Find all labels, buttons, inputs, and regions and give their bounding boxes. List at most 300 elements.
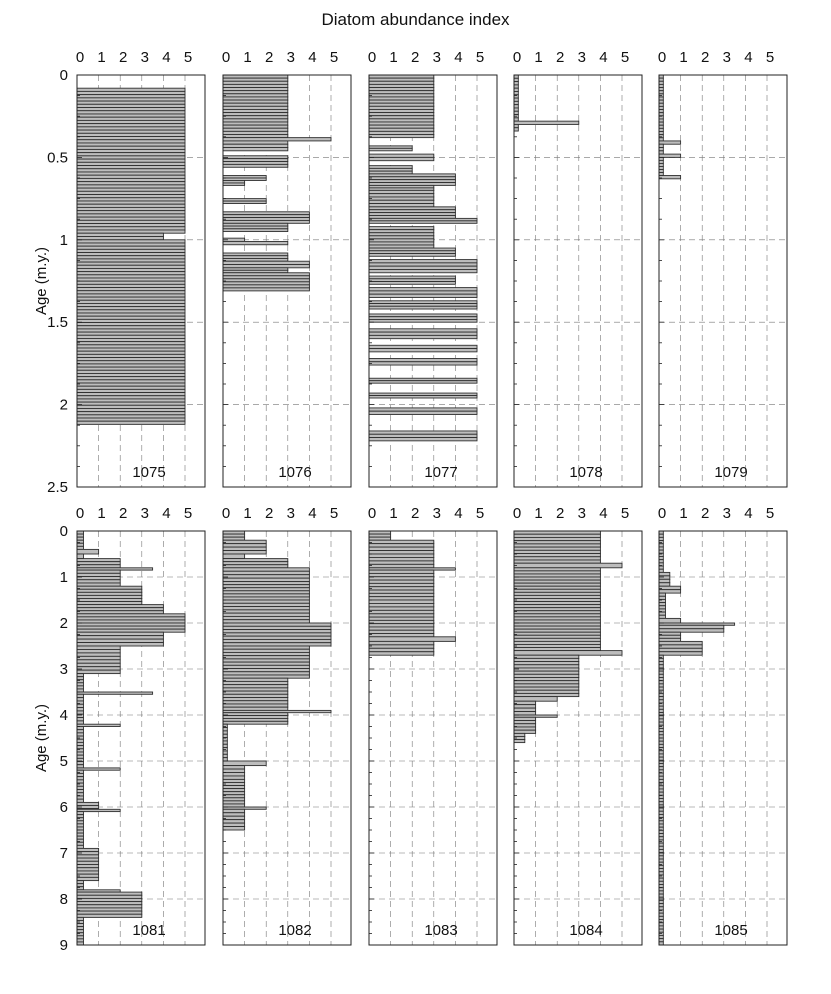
abundance-bar [659,741,663,744]
abundance-bar [223,701,288,704]
abundance-bar [659,916,663,919]
abundance-bar [369,652,434,655]
abundance-bar [77,415,185,418]
abundance-bar [77,178,185,181]
abundance-bar [223,134,288,137]
abundance-bar [369,245,434,248]
abundance-bar [77,580,120,583]
abundance-bar [77,689,83,692]
abundance-bar [77,653,120,656]
abundance-bar [77,649,120,652]
abundance-bar [223,603,309,606]
abundance-bar [77,936,83,939]
abundance-bar [223,798,245,801]
abundance-bar [514,595,600,598]
abundance-bar [659,583,670,586]
abundance-bar [514,648,600,651]
abundance-bar [77,211,185,214]
abundance-bar [369,630,434,633]
abundance-bar [659,113,663,116]
abundance-bar [223,675,309,678]
abundance-bar [77,861,99,864]
abundance-bar [369,648,434,651]
abundance-bar [659,668,663,671]
abundance-bar [659,128,663,131]
abundance-bar [223,813,245,816]
abundance-bar [77,730,83,733]
abundance-bar [77,595,142,598]
abundance-bar [77,348,185,351]
abundance-bar [223,776,245,779]
abundance-bar [77,377,185,380]
abundance-bar [77,611,163,614]
abundance-bar [77,246,185,249]
abundance-bar [514,677,579,680]
abundance-bar [514,88,518,91]
abundance-bar [659,671,663,674]
abundance-bar [77,570,120,573]
abundance-bar [659,603,665,606]
abundance-bar [369,119,434,122]
abundance-bar [223,761,266,766]
abundance-bar [514,638,600,641]
abundance-bar [77,402,185,405]
abundance-bar [369,113,434,116]
abundance-bar [514,82,518,85]
x-tick-label: 3 [577,49,586,66]
abundance-bar [659,88,663,91]
abundance-bar [659,655,663,658]
abundance-bar [77,718,83,721]
abundance-bar [77,224,185,227]
abundance-bar [223,789,245,792]
abundance-bar [514,623,600,626]
x-tick-label: 3 [577,505,586,522]
abundance-bar [77,332,185,335]
abundance-bar [659,157,663,160]
abundance-bar [77,559,120,562]
abundance-bar [77,114,185,117]
abundance-bar [77,639,163,642]
abundance-bar [77,783,83,786]
abundance-bar [369,109,434,112]
abundance-bar [77,586,142,589]
abundance-bar [77,746,83,749]
abundance-bar [77,204,185,207]
abundance-bar [223,571,309,574]
abundance-bar [369,396,477,398]
abundance-bar [77,755,83,758]
abundance-bar [223,620,309,623]
abundance-bar [223,81,288,84]
y-tick-label: 0.5 [47,149,68,167]
abundance-bar [369,88,434,91]
abundance-bar [659,151,663,154]
abundance-bar [223,261,309,264]
abundance-bar [514,560,600,563]
abundance-bar [369,91,434,94]
abundance-bar [659,786,663,789]
abundance-bar [223,544,266,547]
abundance-bar [659,878,663,881]
y-tick-label: 1 [59,569,68,586]
abundance-bar [223,669,309,672]
abundance-bar [223,691,288,694]
abundance-bar [369,263,477,266]
abundance-bar [77,827,83,830]
abundance-bar [77,777,83,780]
abundance-bar [77,307,185,310]
abundance-bar [369,148,412,150]
abundance-bar [659,693,663,696]
abundance-bar [514,91,518,94]
abundance-bar [77,770,83,773]
x-tick-label: 3 [286,49,295,66]
abundance-bar [514,537,600,540]
abundance-bar [514,665,579,668]
abundance-bar [659,648,702,651]
abundance-bar [659,939,663,942]
abundance-bar [77,534,83,537]
abundance-bar [77,201,185,204]
x-tick-label: 0 [367,49,377,66]
x-tick-label: 0 [657,49,667,66]
abundance-bar [369,540,434,543]
abundance-bar [223,578,309,581]
abundance-bar [223,744,227,747]
abundance-bar [659,550,663,553]
abundance-bar [223,125,288,128]
abundance-bar [659,625,724,628]
abundance-bar [223,565,288,568]
abundance-bar [369,534,391,537]
abundance-bar [369,190,434,193]
abundance-bar [77,345,185,348]
abundance-bar [77,598,142,601]
abundance-bar [77,565,120,568]
abundance-bar [223,103,288,106]
abundance-bar [77,335,185,338]
y-axis-label: Age (m.y.) [33,703,50,773]
abundance-bar [659,894,663,897]
abundance-bar [369,128,434,131]
abundance-bar [659,81,663,84]
abundance-bar [369,580,434,583]
abundance-bar [223,591,309,594]
abundance-bar [369,97,434,100]
abundance-bar [77,408,185,411]
abundance-bar [77,939,83,942]
abundance-bar [659,875,663,878]
abundance-bar [77,329,185,332]
abundance-bar [369,194,434,197]
abundance-bar [77,643,163,646]
abundance-bar [369,260,477,263]
site-label-1082: 1082 [278,922,312,939]
abundance-bar [659,926,663,929]
abundance-bar [77,240,185,243]
abundance-bar [514,614,600,617]
abundance-bar [77,383,185,386]
x-tick-label: 3 [432,49,441,66]
abundance-bar [77,281,185,284]
abundance-bar [514,547,600,550]
abundance-bar [77,380,185,383]
abundance-bar [369,84,434,87]
abundance-bar [514,602,600,605]
x-tick-label: 2 [701,505,710,522]
abundance-bar [77,117,185,120]
x-tick-label: 1 [534,505,543,522]
abundance-bar [659,122,663,125]
abundance-bar [659,547,663,550]
abundance-bar [77,830,83,833]
abundance-bar [223,122,288,125]
abundance-bar [659,160,663,163]
abundance-bar [659,135,663,138]
abundance-bar [77,874,99,877]
abundance-bar [223,782,245,785]
abundance-bar [77,149,185,152]
abundance-bar [514,557,600,560]
abundance-bar [77,845,83,848]
abundance-bar [223,610,309,613]
abundance-bar [77,182,185,185]
abundance-bar [77,704,83,707]
abundance-bar [369,607,434,610]
x-tick-label: 3 [140,49,149,66]
abundance-bar [659,166,663,169]
x-tick-label: 4 [599,505,608,522]
abundance-bar [369,431,477,434]
abundance-bar [514,721,536,724]
abundance-bar [369,78,434,81]
abundance-bar [369,358,477,361]
abundance-bar [77,692,153,694]
abundance-bar [223,106,288,109]
abundance-bar [659,805,663,808]
abundance-bar [77,589,142,592]
abundance-bar [77,278,185,281]
abundance-bar [223,816,245,819]
x-tick-label: 3 [286,505,295,522]
x-tick-label: 4 [454,505,463,522]
abundance-bar [659,751,663,754]
abundance-bar [659,662,663,665]
abundance-bar [369,627,434,630]
abundance-bar [77,88,185,91]
abundance-bar [369,236,434,239]
abundance-bar [223,144,288,147]
abundance-bar [659,629,724,632]
abundance-bar [223,724,227,727]
abundance-bar [659,869,663,872]
abundance-bar [659,888,663,891]
abundance-bar [514,586,600,589]
site-label-1079: 1079 [714,464,748,481]
abundance-bar [77,796,83,799]
abundance-bar [77,418,185,421]
abundance-bar [514,98,518,101]
abundance-bar [77,917,83,920]
abundance-bar [77,546,83,549]
abundance-bar [514,740,525,743]
y-tick-label: 4 [59,707,68,724]
abundance-bar [659,837,663,840]
abundance-bar [77,214,185,217]
abundance-bar [659,119,663,122]
abundance-bar [77,537,83,540]
abundance-bar [659,722,663,725]
abundance-bar [659,859,663,862]
abundance-bar [77,175,185,178]
abundance-bar [659,590,681,593]
abundance-bar [514,701,536,704]
abundance-bar [77,137,185,140]
abundance-bar [659,154,681,157]
abundance-bar [659,843,663,846]
x-tick-label: 4 [744,505,753,522]
abundance-bar [77,342,185,345]
abundance-bar [659,808,663,811]
abundance-bar [223,91,288,94]
abundance-bar [659,821,663,824]
abundance-bar [659,632,681,635]
abundance-bar [77,227,185,230]
y-tick-label: 9 [59,937,68,954]
abundance-bar [514,541,600,544]
abundance-bar [223,97,288,100]
x-tick-label: 0 [367,505,377,522]
abundance-bar [223,779,245,782]
x-tick-label: 4 [308,505,317,522]
abundance-bar [659,635,681,638]
abundance-bar [659,566,663,569]
x-tick-label: 2 [411,49,420,66]
abundance-bar [369,291,477,294]
abundance-bar [514,534,600,537]
abundance-bar [659,144,663,147]
abundance-bar [77,272,185,275]
abundance-bar [369,100,434,103]
abundance-bar [369,306,477,309]
x-tick-label: 0 [75,49,85,66]
panel-frame [659,75,787,487]
abundance-bar [223,678,288,681]
abundance-bar [514,662,579,665]
abundance-bar [369,614,434,617]
abundance-bar [223,728,227,731]
abundance-bar [223,88,288,91]
abundance-bar [223,547,266,550]
abundance-bar [223,116,288,119]
abundance-bar [77,721,83,724]
abundance-bar [77,101,185,104]
abundance-bar [369,288,477,291]
abundance-bar [369,362,477,365]
abundance-bar [77,790,83,793]
abundance-bar [77,908,142,911]
abundance-bar [223,792,245,795]
abundance-bar [514,727,536,730]
abundance-bar [369,411,477,414]
abundance-bar [77,323,185,326]
abundance-bar [77,294,185,297]
abundance-bar [77,694,83,697]
abundance-bar [659,544,663,547]
abundance-bar [223,594,309,597]
x-tick-label: 2 [556,49,565,66]
x-tick-label: 4 [308,49,317,66]
abundance-bar [369,634,434,637]
abundance-bar [223,562,288,565]
abundance-bar [659,84,663,87]
abundance-bar [659,728,663,731]
abundance-bar [369,200,434,203]
abundance-bar [77,592,142,595]
figure-title: Diatom abundance index [321,10,510,29]
abundance-bar [77,626,185,629]
abundance-bar [659,615,665,618]
abundance-bar [369,617,434,620]
abundance-bar [659,802,663,805]
abundance-bar [369,561,434,564]
abundance-bar [659,904,663,907]
abundance-bar [223,100,288,103]
abundance-bar [77,773,83,776]
abundance-bar [77,166,185,169]
abundance-bar [77,711,83,714]
abundance-bar [514,693,579,696]
abundance-bar [514,571,600,574]
abundance-bar [223,534,245,537]
abundance-bar [514,708,536,711]
x-tick-label: 4 [744,49,753,66]
abundance-bar [659,923,663,926]
abundance-bar [77,742,83,745]
abundance-bar [369,319,477,322]
abundance-bar [77,727,83,730]
abundance-bar [514,598,600,601]
abundance-bar [514,544,600,547]
abundance-bar [659,652,702,655]
abundance-bar [223,734,227,737]
abundance-bar [77,629,185,632]
abundance-bar [223,141,288,144]
abundance-bar [77,698,83,701]
abundance-bar [223,616,309,619]
abundance-bar [369,81,434,84]
abundance-bar [77,802,99,805]
abundance-bar [77,605,163,608]
abundance-bar [369,294,477,297]
abundance-bar [77,207,185,210]
abundance-bar [223,285,309,288]
abundance-bar [514,733,525,736]
abundance-bar [77,233,163,236]
abundance-bar [514,712,536,715]
abundance-bar [77,291,185,294]
abundance-bar [659,814,663,817]
abundance-bar [369,603,434,606]
abundance-bar [514,668,579,671]
abundance-bar [514,583,600,586]
x-tick-label: 5 [765,49,775,66]
abundance-bar [77,686,83,689]
abundance-bar [659,929,663,932]
abundance-bar [369,254,455,257]
x-tick-label: 3 [722,49,731,66]
